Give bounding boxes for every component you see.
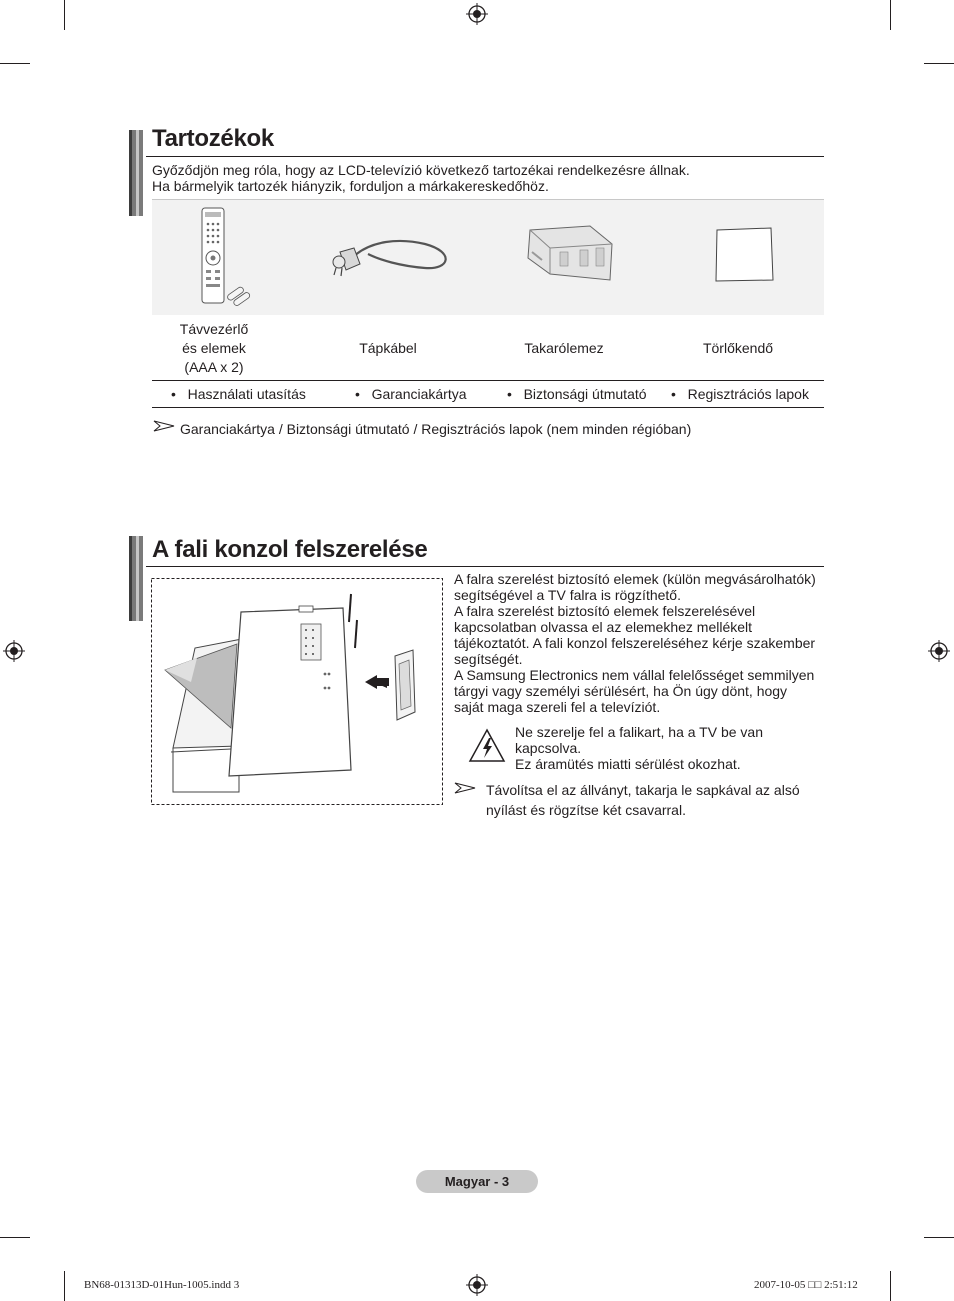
power-cord-icon xyxy=(330,230,456,280)
crop-mark xyxy=(890,0,891,30)
item-label-cover-plate: Takarólemez xyxy=(524,340,604,356)
date-slug: 2007-10-05 □□ 2:51:12 xyxy=(754,1279,858,1291)
title-rule xyxy=(146,156,824,157)
item-label-cloth: Törlőkendő xyxy=(702,340,774,356)
crop-mark xyxy=(924,63,954,64)
cover-plate-icon xyxy=(520,222,616,284)
page-number-badge: Magyar - 3 xyxy=(416,1170,538,1193)
document-item: • Használati utasítás xyxy=(171,386,306,402)
crop-mark xyxy=(0,1237,30,1238)
document-item: • Biztonsági útmutató xyxy=(507,386,647,402)
mount-note: Távolítsa el az állványt, takarja le sapkával az alsó nyílást és rögzítse két csavarral. xyxy=(486,782,800,818)
remote-control-icon xyxy=(196,206,258,306)
warning-text: Ne szerelje fel a falikart, ha a TV be van kapcsolva. Ez áramütés miatti sérülést okozhat. xyxy=(515,724,763,772)
warning-shock-icon xyxy=(468,728,506,764)
section-title: A fali konzol felszerelése xyxy=(152,536,428,563)
file-slug: BN68-01313D-01Hun-1005.indd 3 xyxy=(84,1279,240,1291)
item-label-remote: Távvezérlő és elemek (AAA x 2) xyxy=(179,321,249,375)
document-item: • Regisztrációs lapok xyxy=(671,386,809,402)
crop-mark xyxy=(0,63,30,64)
item-label-power-cord: Tápkábel xyxy=(359,340,417,356)
intro-text: Ha bármelyik tartozék hiányzik, forduljon a márkakereskedőhöz. xyxy=(152,178,549,194)
registration-mark-icon xyxy=(3,640,25,662)
registration-mark-icon xyxy=(466,3,488,25)
section-marker xyxy=(129,536,143,621)
section-title: Tartozékok xyxy=(152,125,274,152)
note-text: Garanciakártya / Biztonsági útmutató / Regisztrációs lapok (nem minden régióban) xyxy=(180,421,692,437)
crop-mark xyxy=(924,1237,954,1238)
crop-mark xyxy=(890,1271,891,1301)
crop-mark xyxy=(64,1271,65,1301)
mount-paragraph: A falra szerelést biztosító elemek (külön megvásárolhatók) segítségével a TV falra is rögzíthető. A falra szerelést biztosító elemek felszerelésével kapcsolatban olvassa el az elemekhez mellékelt tájékoztatót. A fali konzol felszereléséhez kérje szakember segítségét. A Samsung Electronics nem vállal felelősséget semmilyen tárgyi vagy személyi sérülésért, ha Ön úgy dönt, hogy saját maga szereli fel a televíziót. xyxy=(454,571,816,715)
title-rule xyxy=(146,566,824,567)
wall-mount-illustration xyxy=(151,578,443,805)
intro-text: Győződjön meg róla, hogy az LCD-televízió következő tartozékai rendelkezésre állnak. xyxy=(152,162,690,178)
registration-mark-icon xyxy=(466,1274,488,1296)
crop-mark xyxy=(64,0,65,30)
divider xyxy=(152,407,824,408)
registration-mark-icon xyxy=(928,640,950,662)
divider xyxy=(152,380,824,381)
note-arrow-icon xyxy=(454,782,476,794)
cleaning-cloth-icon xyxy=(713,226,775,284)
section-marker xyxy=(129,130,143,216)
document-item: • Garanciakártya xyxy=(355,386,467,402)
note-arrow-icon xyxy=(153,420,175,432)
